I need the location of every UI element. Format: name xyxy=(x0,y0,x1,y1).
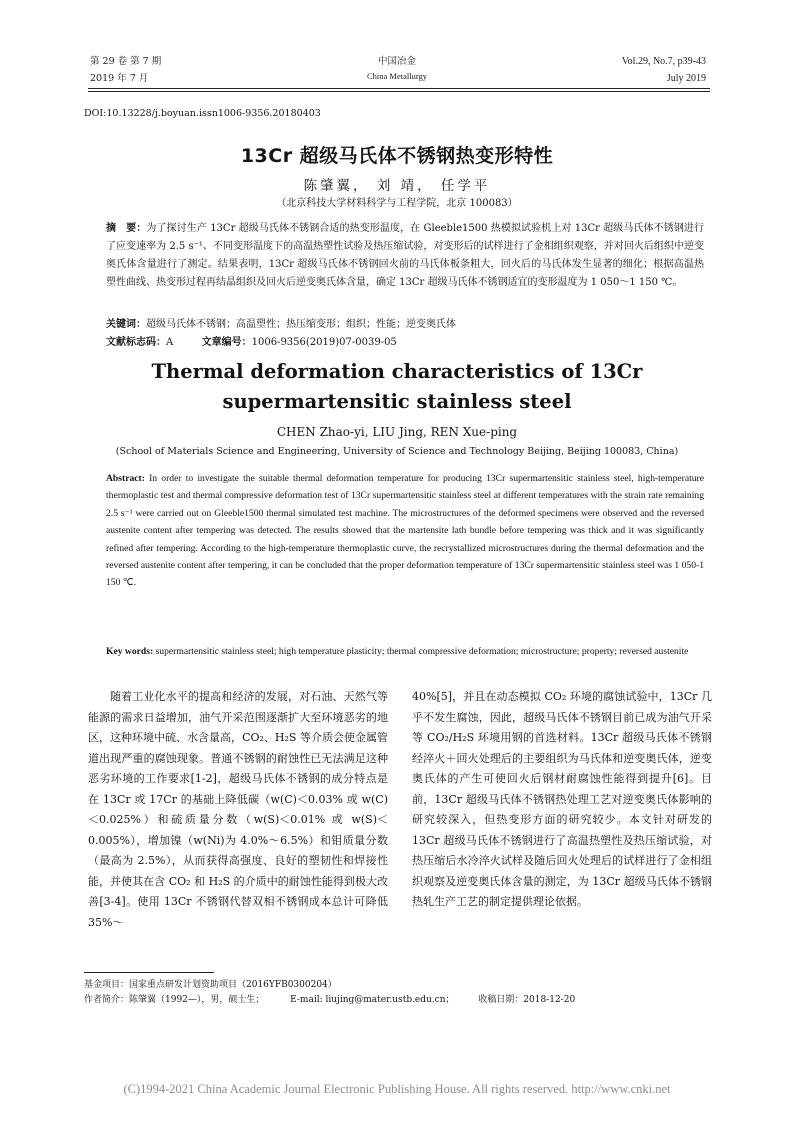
authors-cn: 陈肇翼， 刘 靖， 任学平 xyxy=(303,178,491,194)
body-paragraph-1: 随着工业化水平的提高和经济的发展，对石油、天然气等能源的需求日益增加，油气开采范围逐渐扩大至环境恶劣的地区，这种环境中硫、水含量高，CO₂、H₂S 等介质会使金属管道出现严重的腐蚀现象。普通不锈钢的耐蚀性已无法满足这种恶劣环境的工作要求[1-2]，超级马氏体不锈钢的成分特点是在 13Cr 或 17Cr 的基础上降低碳（w(C)＜0.03% 或 w(C)＜0.025%）和硫质量分数（w(S)＜0.01% 或 w(S)＜0.005%），增加镍（w(Ni)为 4.0%～6.5%）和钼质量分数（最高为 2.5%），从而获得高强度、良好的塑韧性和焊接性能，并使其在含 CO₂ 和 H₂S 的介质中的耐蚀性能得到极大改善[3-4]。使用 13Cr 不锈钢代替双相不锈钢成本总计可降低 35%～ xyxy=(88,690,388,929)
keywords-en-label: Key words: xyxy=(106,646,154,657)
issue-month: July 2019 xyxy=(666,73,706,84)
title-en-line1: Thermal deformation characteristics of 13Cr xyxy=(151,360,643,383)
abstract-en xyxy=(106,470,704,592)
footnote-rule xyxy=(84,972,214,973)
title-cn: 13Cr 超级马氏体不锈钢热变形特性 xyxy=(240,145,554,167)
received-date: 收稿日期：2018-12-20 xyxy=(478,995,576,1005)
title-en-line2: supermartensitic stainless steel xyxy=(222,390,572,413)
affiliation-cn: （北京科技大学材料科学与工程学院，北京 100083） xyxy=(276,198,518,209)
affiliation-en: (School of Materials Science and Engineering, University of Science and Technology Beijing, Beijing 100083, China) xyxy=(115,446,679,457)
article-number-label: 文章编号： xyxy=(201,337,252,348)
abstract-cn-label: 摘 要： xyxy=(106,223,147,234)
classification xyxy=(106,334,704,352)
keywords-cn xyxy=(106,316,704,334)
article-number-value: 1006-9356(2019)07-0039-05 xyxy=(251,337,397,348)
abstract-cn xyxy=(106,220,704,292)
keywords-cn-text: 超级马氏体不锈钢；高温塑性；热压缩变形；组织；性能；逆变奥氏体 xyxy=(146,319,456,330)
journal-issue: 第 29 卷 第 7 期 xyxy=(90,56,162,67)
keywords-en xyxy=(106,643,704,660)
keywords-cn-label: 关键词： xyxy=(106,319,146,330)
header-rule-thin xyxy=(88,91,710,92)
copyright-watermark: (C)1994-2021 China Academic Journal Electronic Publishing House. All rights reserved. http://www.cnki.net xyxy=(123,1082,671,1096)
footnote-author xyxy=(84,993,724,1007)
body-right-column xyxy=(412,687,712,913)
footnote-fund: 基金项目：国家重点研发计划资助项目（2016YFB0300204） xyxy=(84,980,337,990)
authors-en: CHEN Zhao-yi, LIU Jing, REN Xue-ping xyxy=(276,425,518,439)
journal-date: 2019 年 7 月 xyxy=(90,73,149,84)
abstract-cn-text: 为了探讨生产 13Cr 超级马氏体不锈钢合适的热变形温度，在 Gleeble1500 热模拟试验机上对 13Cr 超级马氏体不锈钢进行了应变速率为 2.5 s⁻¹、不同变形温度下的高温热塑性试验及热压缩试验，对变形后的试样进行了金相组织观察，并对回火后组织中逆变奥氏体含量进行了测定。结果表明，13Cr 超级马氏体不锈钢回火前的马氏体板条粗大，回火后的马氏体发生显著的细化；根据高温热塑性曲线、热变形过程再结晶组织及回火后逆变奥氏体含量，确定 13Cr 超级马氏体不锈钢适宜的变形温度为 1 050～1 150 ℃。 xyxy=(106,223,705,288)
keywords-en-text: supermartensitic stainless steel; high temperature plasticity; thermal compressive deformation; microstructure; property; reversed austenite xyxy=(155,646,689,657)
doi: DOI:10.13228/j.boyuan.issn1006-9356.20180403 xyxy=(84,108,321,119)
doc-code-value: A xyxy=(166,337,174,348)
journal-name-en: China Metallurgy xyxy=(366,71,428,81)
body-paragraph-1-cont: 40%[5]，并且在动态模拟 CO₂ 环境的腐蚀试验中，13Cr 几乎不发生腐蚀，因此，超级马氏体不锈钢目前已成为油气开采等 CO₂/H₂S 环境用钢的首选材料。13Cr 超级马氏体不锈钢经淬火＋回火处理后的主要组织为马氏体和逆变奥氏体，逆变奥氏体的产生可使回火后钢材耐腐蚀性能得到提升[6]。目前，13Cr 超级马氏体不锈钢热处理工艺对逆变奥氏体影响的研究较深入，但热变形方面的研究较少。本文针对研发的 13Cr 超级马氏体不锈钢进行了高温热塑性及热压缩试验，对热压缩后水冷淬火试样及随后回火处理后的试样进行了金相组织观察及逆变奥氏体含量的测定，为 13Cr 超级马氏体不锈钢热轧生产工艺的制定提供理论依据。 xyxy=(412,690,712,908)
author-info: 作者简介：陈肇翼（1992—），男，硕士生； xyxy=(84,995,265,1005)
header-rule xyxy=(88,88,710,89)
doc-code-label: 文献标志码： xyxy=(106,337,166,348)
volume-pages: Vol.29, No.7, p39-43 xyxy=(621,56,706,67)
body-left-column xyxy=(88,687,388,933)
journal-name-cn: 中国冶金 xyxy=(377,56,416,67)
abstract-en-label: Abstract: xyxy=(106,473,145,484)
abstract-en-text: In order to investigate the suitable thermal deformation temperature for producing 13Cr supermartensitic stainless steel, high-temperature thermoplastic test and thermal compressive deformation test of 13Cr supermartensitic stainless steel at different temperatures with the strain rate remaining 2.5 s⁻¹ were carried out on Gleeble1500 thermal simulated test machine. The microstructures of the deformed specimens were observed and the reversed austenite content after tempering was detected. The results showed that the martensite lath bundle before tempering was thick and it was significantly refined after tempering. According to the high-temperature thermoplastic curve, the recrystallized microstructures during the thermal deformation and the reversed austenite content after tempering, it can be concluded that the proper deformation temperature of 13Cr supermartensitic stainless steel was 1 050-1 150 ℃. xyxy=(106,473,704,589)
author-email: E-mail: liujing@mater.ustb.edu.cn； xyxy=(290,995,455,1005)
